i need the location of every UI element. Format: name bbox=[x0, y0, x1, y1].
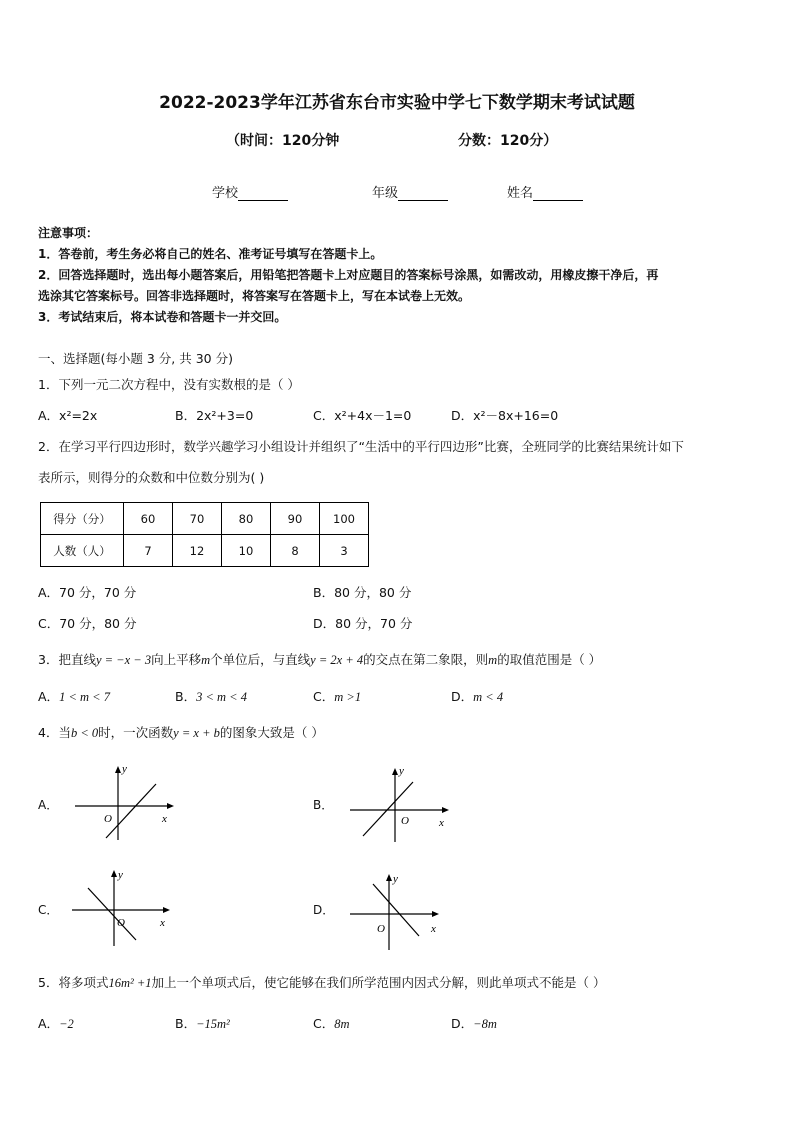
x-axis-arrow bbox=[432, 911, 439, 917]
table-cell: 90 bbox=[271, 503, 320, 535]
q3-option-formula: 3 < m < 4 bbox=[196, 690, 247, 704]
q3-option-b bbox=[175, 687, 247, 705]
school-label: 学校 bbox=[212, 186, 239, 201]
q4-stem bbox=[38, 723, 324, 741]
section-heading: 一、选择题(每小题 3 分, 共 30 分) bbox=[38, 351, 233, 366]
q3-formula: y = −x − 3 bbox=[95, 653, 152, 667]
table-cell: 12 bbox=[173, 535, 222, 567]
q5-option-label: B． bbox=[175, 1016, 197, 1031]
origin-label: O bbox=[401, 815, 409, 827]
grade-blank bbox=[398, 187, 448, 201]
q2-option-c: C．70 分，80 分 bbox=[38, 616, 137, 631]
table-cell: 7 bbox=[124, 535, 173, 567]
q5-option-formula: −2 bbox=[59, 1017, 74, 1031]
q3-formula: m bbox=[201, 653, 211, 667]
table-cell: 8 bbox=[271, 535, 320, 567]
q5-text: 5．将多项式 bbox=[38, 975, 109, 990]
notice-heading: 注意事项： bbox=[38, 226, 99, 240]
q3-text: 个单位后，与直线 bbox=[210, 652, 311, 667]
name-blank bbox=[533, 187, 583, 201]
q4-formula: b < 0 bbox=[70, 726, 99, 740]
table-cell: 100 bbox=[320, 503, 369, 535]
x-axis-arrow bbox=[163, 907, 170, 913]
q5-stem bbox=[38, 973, 606, 991]
grade-field bbox=[372, 182, 448, 201]
q3-text: 的交点在第二象限，则 bbox=[363, 652, 489, 667]
q2-stem-line1: 2．在学习平行四边形时，数学兴趣学习小组设计并组织了“生活中的平行四边形”比赛，全班同学的比赛结果统计如下 bbox=[38, 439, 684, 454]
q3-option-label: C． bbox=[313, 689, 335, 704]
table-row bbox=[41, 535, 369, 567]
q2-option-d: D．80 分，70 分 bbox=[313, 616, 413, 631]
q4-graph-b bbox=[345, 764, 455, 844]
school-field bbox=[212, 182, 288, 201]
axis-x-label: x bbox=[439, 817, 444, 829]
table-cell: 3 bbox=[320, 535, 369, 567]
q5-option-formula: 8m bbox=[334, 1017, 350, 1031]
q3-formula: m bbox=[488, 653, 498, 667]
q2-option-b: B．80 分，80 分 bbox=[313, 585, 412, 600]
q5-option-formula: −8m bbox=[473, 1017, 497, 1031]
table-cell: 10 bbox=[222, 535, 271, 567]
grade-label: 年级 bbox=[372, 186, 399, 201]
q4-option-a: A． bbox=[38, 798, 59, 812]
y-axis-arrow bbox=[115, 766, 121, 773]
q5-option-a bbox=[38, 1014, 74, 1032]
q3-text: 的取值范围是（ ） bbox=[497, 652, 602, 667]
table-cell: 80 bbox=[222, 503, 271, 535]
q1-option-b: B．2x²+3=0 bbox=[175, 408, 254, 423]
q5-option-formula: −15m² bbox=[196, 1017, 230, 1031]
y-axis-arrow bbox=[386, 874, 392, 881]
q3-stem bbox=[38, 650, 601, 668]
q3-formula: y = 2x + 4 bbox=[310, 653, 364, 667]
q3-option-a bbox=[38, 687, 110, 705]
q4-graph-c bbox=[70, 866, 180, 948]
table-cell: 70 bbox=[173, 503, 222, 535]
function-line bbox=[88, 888, 136, 940]
name-field bbox=[507, 182, 583, 201]
q5-text: 加上一个单项式后，使它能够在我们所学范围内因式分解，则此单项式不能是（ ） bbox=[151, 975, 606, 990]
q3-option-formula: m >1 bbox=[334, 690, 362, 704]
exam-title: 2022-2023学年江苏省东台市实验中学七下数学期末考试试题 bbox=[159, 93, 635, 113]
table-row bbox=[41, 503, 369, 535]
name-label: 姓名 bbox=[507, 186, 534, 201]
q2-stem-line2: 表所示，则得分的众数和中位数分别为( ) bbox=[38, 470, 265, 485]
q5-option-d bbox=[451, 1014, 497, 1032]
notice-item-2: 2．回答选择题时，选出每小题答案后，用铅笔把答题卡上对应题目的答案标号涂黑，如需改动，用橡皮擦干净后，再 bbox=[38, 268, 659, 282]
q5-option-label: D． bbox=[451, 1016, 474, 1031]
q5-option-b bbox=[175, 1014, 230, 1032]
q3-option-d bbox=[451, 687, 503, 705]
q4-option-b: B． bbox=[313, 798, 334, 812]
origin-label: O bbox=[104, 813, 112, 825]
q1-option-a: A．x²=2x bbox=[38, 408, 98, 423]
q1-option-d: D．x²－8x+16=0 bbox=[451, 408, 559, 423]
q4-graph-a bbox=[70, 762, 180, 842]
q2-option-a: A．70 分，70 分 bbox=[38, 585, 137, 600]
axis-y-label: y bbox=[122, 763, 127, 775]
q3-text: 3．把直线 bbox=[38, 652, 96, 667]
exam-time: （时间：120分钟 bbox=[226, 133, 340, 149]
q4-text: 的图象大致是（ ） bbox=[219, 725, 324, 740]
function-line bbox=[106, 784, 156, 838]
q4-option-d: D． bbox=[313, 903, 335, 917]
q5-formula: 16m² +1 bbox=[108, 976, 152, 990]
notice-item-2-cont: 选涂其它答案标号。回答非选择题时，将答案写在答题卡上，写在本试卷上无效。 bbox=[38, 289, 471, 303]
q1-option-c: C．x²+4x－1=0 bbox=[313, 408, 412, 423]
q5-option-label: C． bbox=[313, 1016, 335, 1031]
q3-option-label: B． bbox=[175, 689, 197, 704]
q3-option-label: A． bbox=[38, 689, 60, 704]
q1-stem: 1．下列一元二次方程中，没有实数根的是（ ） bbox=[38, 377, 300, 392]
q3-option-formula: m < 4 bbox=[473, 690, 504, 704]
table-header-score: 得分（分） bbox=[41, 503, 124, 535]
q4-text: 时，一次函数 bbox=[98, 725, 174, 740]
y-axis-arrow bbox=[392, 768, 398, 775]
axis-y-label: y bbox=[399, 765, 404, 777]
q3-text: 向上平移 bbox=[151, 652, 202, 667]
q3-option-label: D． bbox=[451, 689, 474, 704]
notice-item-3: 3．考试结束后，将本试卷和答题卡一并交回。 bbox=[38, 310, 287, 324]
axis-x-label: x bbox=[431, 923, 436, 935]
x-axis-arrow bbox=[167, 803, 174, 809]
exam-score: 分数：120分） bbox=[458, 133, 558, 149]
score-table bbox=[40, 502, 369, 567]
q5-option-label: A． bbox=[38, 1016, 60, 1031]
q4-graph-d bbox=[345, 870, 455, 952]
q4-text: 4．当 bbox=[38, 725, 71, 740]
school-blank bbox=[238, 187, 288, 201]
x-axis-arrow bbox=[442, 807, 449, 813]
q4-formula: y = x + b bbox=[173, 726, 220, 740]
q5-option-c bbox=[313, 1014, 350, 1032]
function-line bbox=[363, 782, 413, 836]
y-axis-arrow bbox=[111, 870, 117, 877]
table-cell: 60 bbox=[124, 503, 173, 535]
axis-x-label: x bbox=[162, 813, 167, 825]
table-header-count: 人数（人） bbox=[41, 535, 124, 567]
notice-item-1: 1．答卷前，考生务必将自己的姓名、准考证号填写在答题卡上。 bbox=[38, 247, 383, 261]
q4-option-c: C． bbox=[38, 903, 59, 917]
q3-option-c bbox=[313, 687, 361, 705]
origin-label: O bbox=[377, 923, 385, 935]
origin-label: O bbox=[117, 917, 125, 929]
axis-y-label: y bbox=[393, 873, 398, 885]
axis-x-label: x bbox=[160, 917, 165, 929]
axis-y-label: y bbox=[118, 869, 123, 881]
q3-option-formula: 1 < m < 7 bbox=[59, 690, 110, 704]
